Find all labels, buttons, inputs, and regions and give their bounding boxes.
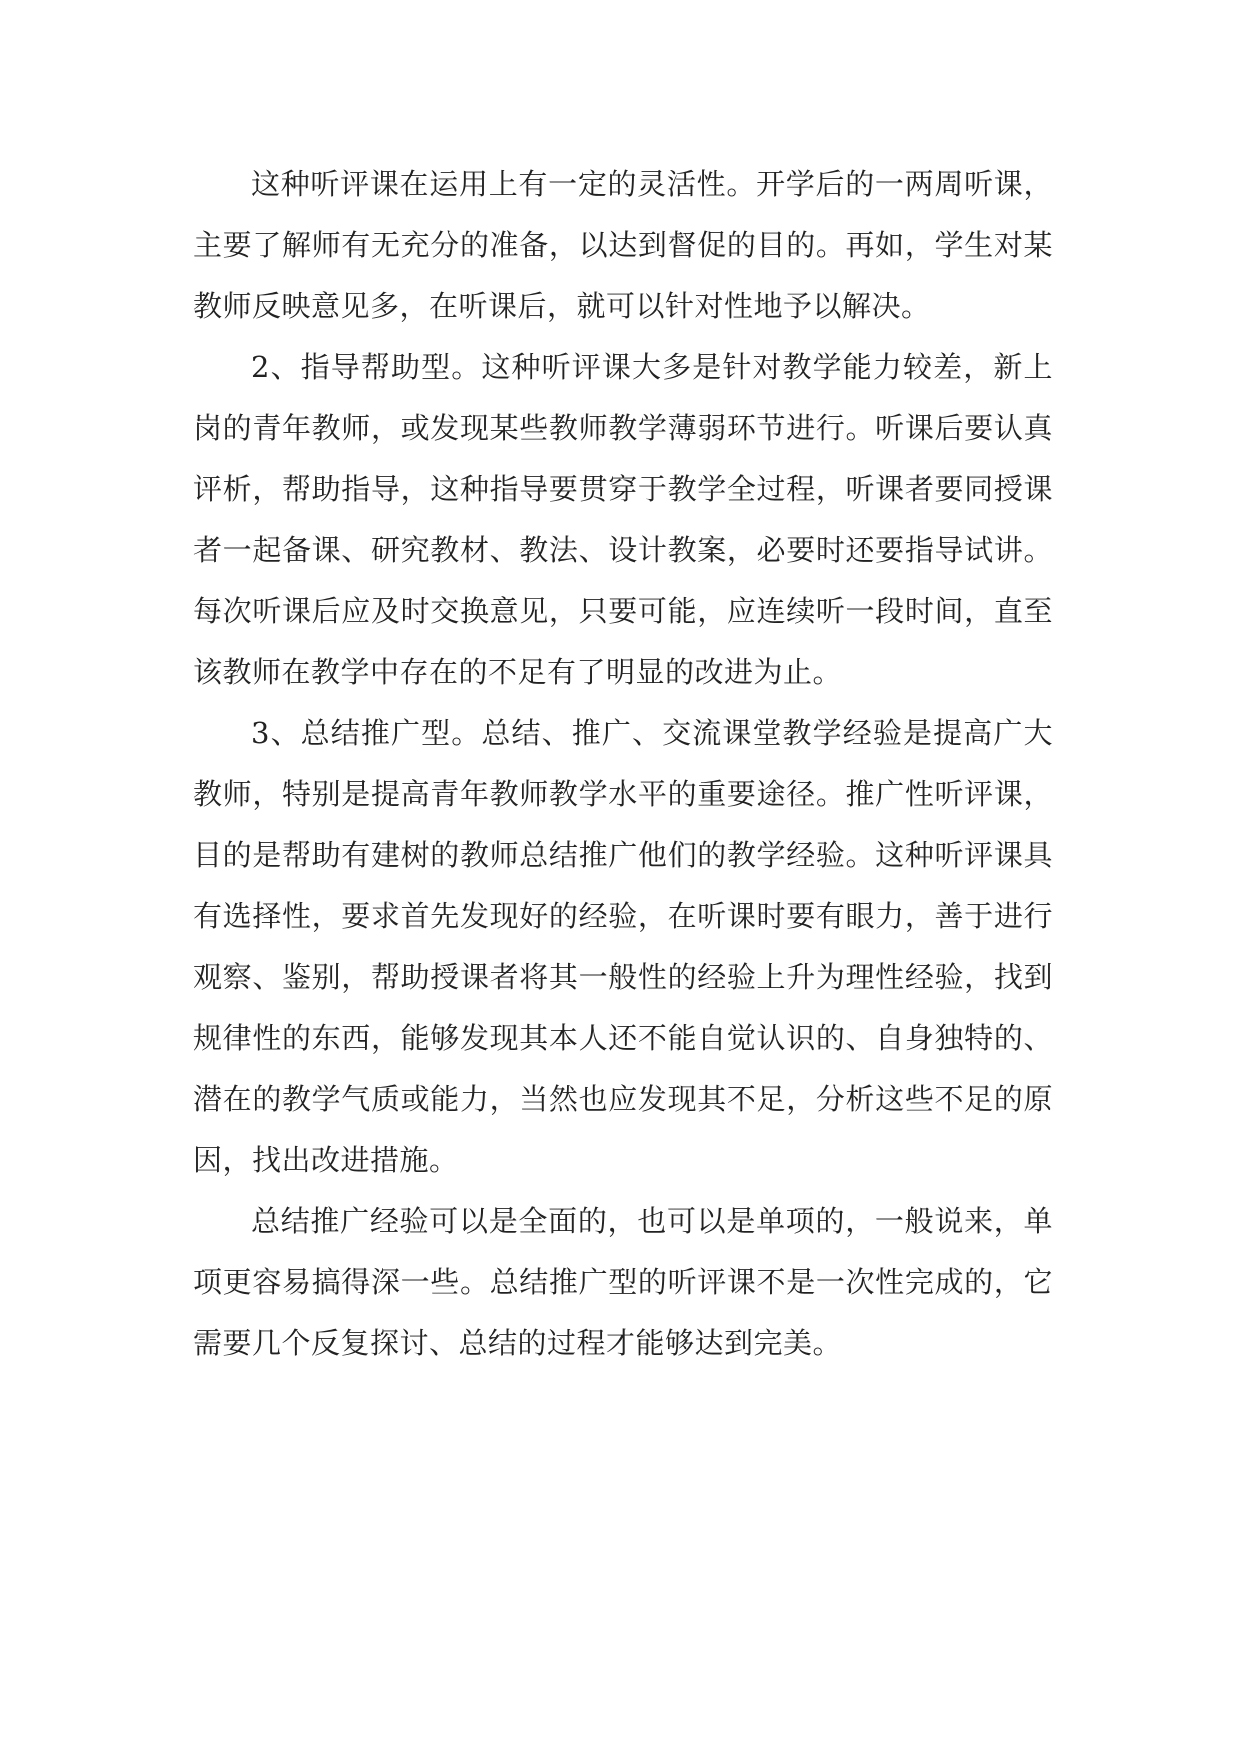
paragraph-guidance-type: 2、指导帮助型。这种听评课大多是针对教学能力较差，新上岗的青年教师，或发现某些教师教学薄弱环节进行。听课后要认真评析，帮助指导，这种指导要贯穿于教学全过程，听课者要同授课者一起备课、研究教材、教法、设计教案，必要时还要指导试讲。每次听课后应及时交换意见，只要可能，应连续听一段时间，直至该教师在教学中存在的不足有了明显的改进为止。 <box>193 350 1053 689</box>
paragraph-summary-promotion-type: 3、总结推广型。总结、推广、交流课堂教学经验是提高广大教师，特别是提高青年教师教学水平的重要途径。推广性听评课，目的是帮助有建树的教师总结推广他们的教学经验。这种听评课具有选择性，要求首先发现好的经验，在听课时要有眼力，善于进行观察、鉴别，帮助授课者将其一般性的经验上升为理性经验，找到规律性的东西，能够发现其本人还不能自觉认识的、自身独特的、潜在的教学气质或能力，当然也应发现其不足，分析这些不足的原因，找出改进措施。 <box>193 716 1053 1177</box>
document-body <box>193 154 1053 1374</box>
paragraph-summary-experience: 总结推广经验可以是全面的，也可以是单项的，一般说来，单项更容易搞得深一些。总结推广型的听评课不是一次性完成的，它需要几个反复探讨、总结的过程才能够达到完美。 <box>193 1204 1053 1360</box>
paragraph-flexibility: 这种听评课在运用上有一定的灵活性。开学后的一两周听课，主要了解师有无充分的准备，以达到督促的目的。再如，学生对某教师反映意见多，在听课后，就可以针对性地予以解决。 <box>193 167 1053 323</box>
